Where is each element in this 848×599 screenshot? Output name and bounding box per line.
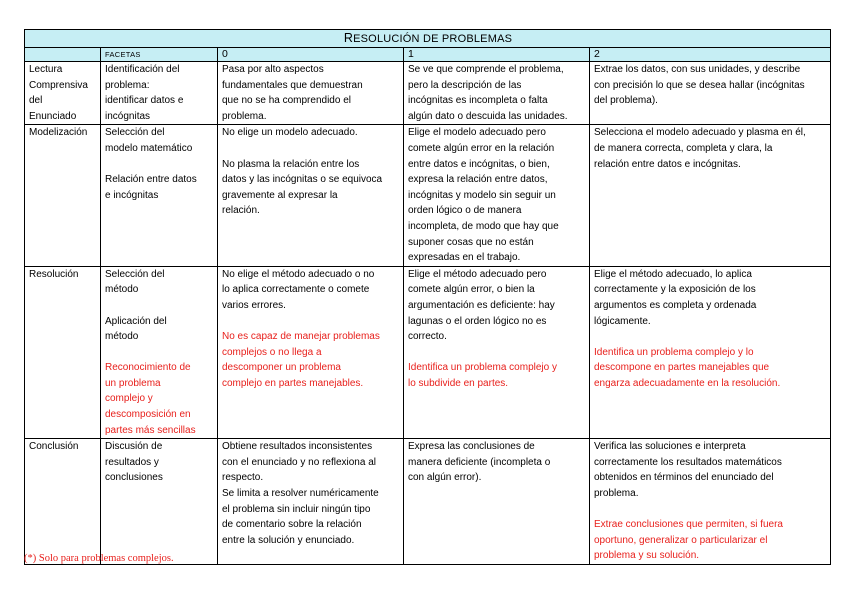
text-line: comete algún error, o bien la: [408, 284, 535, 296]
text-line: incógnitas es incompleta o falta: [408, 95, 548, 107]
text-line: Obtiene resultados inconsistentes: [222, 441, 373, 453]
level-2-cell: [590, 439, 831, 565]
text-line: resultados y: [105, 456, 159, 468]
level-0-cell: No elige un modelo adecuado. No plasma la relación entre los datos y las incógnitas o se equivoca gravemente al expresar la relación.: [218, 125, 404, 266]
text-line: entre la solución y enunciado.: [222, 534, 355, 546]
header-empty: [25, 48, 101, 62]
text-line: correcto.: [408, 331, 447, 343]
text-line: engarza adecuadamente en la resolución.: [594, 377, 781, 389]
level-2-cell: [590, 125, 831, 266]
phase-cell: Modelización: [25, 125, 101, 266]
text-line: manera deficiente (incompleta o: [408, 456, 551, 468]
text-line: de comentario sobre la relación: [222, 519, 362, 531]
header-level-0: 0: [218, 48, 404, 62]
level-1-cell: [404, 62, 590, 125]
text-line: complejo y: [105, 393, 153, 405]
level-1-cell: [404, 266, 590, 439]
text-line: del problema).: [594, 95, 658, 107]
text-line: suponer cosas que no están: [408, 236, 534, 248]
text-line: lo subdivide en partes.: [408, 377, 509, 389]
text-line: problema y su solución.: [594, 550, 700, 562]
text-line: Lectura: [29, 64, 63, 75]
text-line: entre datos e incógnitas, o bien,: [408, 158, 550, 170]
text-line: orden lógico o de manera: [408, 205, 522, 217]
text-line: Extrae los datos, con sus unidades, y describe: [594, 64, 801, 75]
text-line: Selecciona el modelo adecuado y plasma en él,: [594, 127, 806, 139]
text-line: identificar datos e: [105, 95, 184, 107]
text-line: lo aplica correctamente o comete: [222, 284, 370, 296]
text-line: Expresa las conclusiones de: [408, 441, 535, 453]
text-line: incógnitas y modelo sin seguir un: [408, 189, 556, 201]
text-line: problema.: [594, 488, 639, 500]
text-line: correctamente y la exposición de los: [594, 284, 756, 296]
phase-cell: [25, 62, 101, 125]
phase-cell: Resolución: [25, 266, 101, 439]
text-line: que no se ha comprendido el: [222, 95, 351, 107]
text-line: Reconocimiento de: [105, 362, 191, 374]
text-line: Selección del: [105, 268, 165, 280]
text-line: problema:: [105, 79, 150, 91]
text-line: obtenidos en términos del enunciado del: [594, 472, 774, 484]
text-line: respecto.: [222, 472, 264, 484]
text-line: lógicamente.: [594, 315, 651, 327]
text-line: varios errores.: [222, 299, 286, 311]
level-2-cell: [590, 62, 831, 125]
text-line: lagunas o el orden lógico no es: [408, 315, 547, 327]
text-line: Relación entre datos: [105, 174, 197, 186]
text-line: Elige el modelo adecuado pero: [408, 127, 546, 139]
text-line: Extrae conclusiones que permiten, si fuera: [594, 519, 783, 531]
level-0-cell: [218, 439, 404, 565]
text-line: pero la descripción de las: [408, 79, 522, 91]
header-row: [25, 48, 831, 62]
table-row: [25, 125, 831, 266]
text-line: argumentos es completa y ordenada: [594, 299, 757, 311]
text-line: No plasma la relación entre los: [222, 158, 360, 170]
text-line: descomposición en: [105, 409, 191, 421]
text-line: un problema: [105, 377, 161, 389]
text-line: Elige el método adecuado pero: [408, 268, 547, 280]
text-line: comete algún error en la relación: [408, 142, 555, 154]
header-facetas: FACETAS: [101, 48, 218, 62]
text-line: gravemente al expresar la: [222, 189, 338, 201]
text-line: método: [105, 331, 139, 343]
text-line: Discusión de: [105, 441, 163, 453]
text-line: método: [105, 284, 139, 296]
text-line: con el enunciado y no reflexiona al: [222, 456, 376, 468]
text-line: descomponer un problema: [222, 362, 341, 374]
table-row: [25, 62, 831, 125]
text-line: descompone en partes manejables que: [594, 362, 770, 374]
text-line: Verifica las soluciones e interpreta: [594, 441, 746, 453]
table-title: RESOLUCIÓN DE PROBLEMAS: [25, 30, 831, 48]
header-level-1: 1: [404, 48, 590, 62]
text-line: fundamentales que demuestran: [222, 79, 363, 91]
text-line: Comprensiva: [29, 79, 88, 91]
rubric-table: [24, 29, 831, 565]
faceta-cell: [101, 62, 218, 125]
text-line: partes más sencillas: [105, 424, 196, 436]
text-line: Selección del: [105, 127, 165, 139]
header-level-2: 2: [590, 48, 831, 62]
text-line: No es capaz de manejar problemas: [222, 331, 380, 343]
level-0-cell: [218, 62, 404, 125]
text-line: complejos o no llega a: [222, 346, 322, 358]
faceta-cell: [101, 125, 218, 266]
table-row: [25, 439, 831, 565]
footnote: (*) Solo para problemas complejos.: [24, 553, 174, 564]
table-row: [25, 266, 831, 439]
level-1-cell: [404, 125, 590, 266]
text-line: incógnitas: [105, 110, 151, 122]
text-line: datos y las incógnitas o se equivoca: [222, 174, 383, 186]
text-line: de manera correcta, completa y clara, la: [594, 142, 773, 154]
text-line: algún dato o descuida las unidades.: [408, 110, 568, 122]
text-line: con algún error).: [408, 472, 482, 484]
text-line: correctamente los resultados matemáticos: [594, 456, 782, 468]
faceta-cell: [101, 439, 218, 565]
text-line: conclusiones: [105, 472, 163, 484]
text-line: expresa la relación entre datos,: [408, 174, 548, 186]
text-line: relación entre datos e incógnitas.: [594, 158, 741, 170]
text-line: con precisión lo que se desea hallar (incógnitas: [594, 79, 805, 91]
text-line: del: [29, 95, 43, 107]
text-line: Identifica un problema complejo y lo: [594, 346, 754, 358]
text-line: expresadas en el trabajo.: [408, 252, 521, 264]
text-line: e incógnitas: [105, 189, 159, 201]
text-line: incompleta, de modo que hay que: [408, 220, 559, 232]
level-2-cell: [590, 266, 831, 439]
text-line: Se limita a resolver numéricamente: [222, 488, 379, 500]
text-line: argumentación es deficiente: hay: [408, 299, 555, 311]
text-line: Identificación del: [105, 64, 180, 75]
text-line: oportuno, generalizar o particularizar el: [594, 534, 768, 546]
text-line: Pasa por alto aspectos: [222, 64, 324, 75]
text-line: Enunciado: [29, 110, 77, 122]
text-line: Aplicación del: [105, 315, 167, 327]
text-line: complejo en partes manejables.: [222, 377, 364, 389]
level-1-cell: [404, 439, 590, 565]
text-line: Identifica un problema complejo y: [408, 362, 557, 374]
text-line: No elige el método adecuado o no: [222, 268, 375, 280]
text-line: modelo matemático: [105, 142, 193, 154]
text-line: relación.: [222, 205, 260, 217]
phase-cell: Conclusión: [25, 439, 101, 565]
faceta-cell: [101, 266, 218, 439]
text-line: problema.: [222, 110, 267, 122]
text-line: Se ve que comprende el problema,: [408, 64, 564, 75]
text-line: Elige el método adecuado, lo aplica: [594, 268, 752, 280]
level-0-cell: [218, 266, 404, 439]
text-line: el problema sin incluir ningún tipo: [222, 503, 371, 515]
